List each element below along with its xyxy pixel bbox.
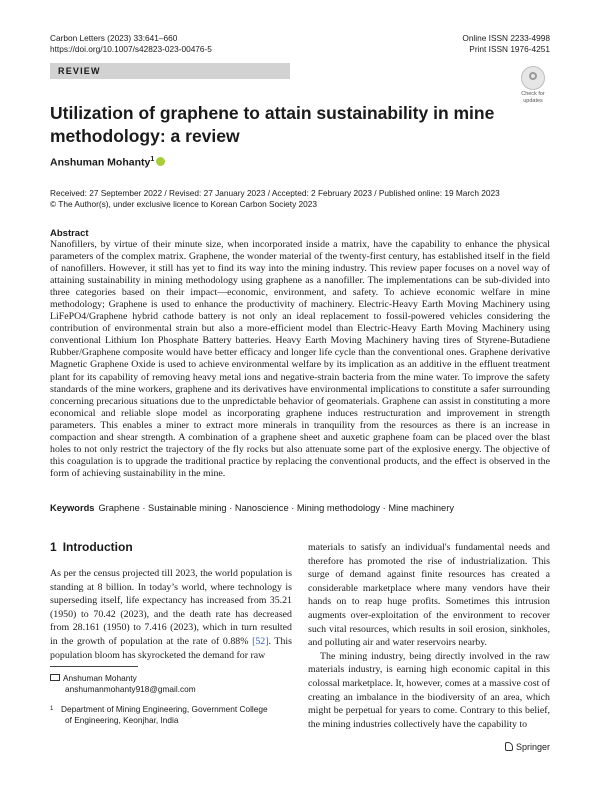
check-for-updates-icon [521, 66, 545, 90]
affiliation-line-2: of Engineering, Keonjhar, India [65, 715, 179, 725]
abstract-text: Nanofillers, by virtue of their minute size, when incorporated inside a matrix, have the capability to enhance the physical parameters of the complex matrix. Graphene, the wonder material of the twenty-first century, has established itself in the field of nanofillers. However, it still has yet to find its way into the mining industry. This review paper focuses on a novel way of attaining sustainability in mining methodology using graphene as a nanofiller. The implementations can be sub-divided into three categories based on their impact—economic, environment, and safety. To achieve economic welfare in mine methodology; Graphene is used to enhance the productivity of machinery. Electric-Heavy Earth Moving Machinery using LiFePO4/Graphene hybrid cathode battery is not only an ideal replacement to fossil-powered vehicles considering the contribution of environmental strain but also a more-efficient model than Electric-Heavy Earth Moving Machinery using conventional Lithium Ion Phosphate Battery batteries. Heavy Earth Moving Machinery having tires of Styrene-Butadiene Rubber/Graphene composite would have better efficacy and longer life cycle than the conventional ones. Graphene derivative Magnetic Graphene Oxide is used to achieve environmental welfare by its implication as an additive in the effluent treatment plant for its capability of removing heavy metal ions and negative-strain bacteria from the mine water. To improve the safety standards of the mine workers, graphene and its derivatives have environmental implications to constitute a safer surrounding concerning precarious situations due to the unpredictable behavior of geomaterials. Graphene can assist in constituting a more economical and reliable slope model as incorporating graphene induces restructuration and improvement in strength parameters. This enables a miner to extract more minerals in tranquility from the resources as there is an increase in compaction and shear strength. A combination of a graphene sheet and auxetic graphene foam can be placed over the blast holes to not only restrict the trajectory of the fly rocks but also attenuate some part of the explosive energy. The objective of this coagulation is to upgrade the traditional practice by replacing the conventional products, and the effect is observed in the form of achieving sustainability in the mine. [50, 239, 550, 479]
intro-paragraph-1: As per the census projected till 2023, the world population is standing at 8 billion. In today’s world, where technology is superseding itself, life expectancy has increased from 35.21 (1950) to 70.42 (2023), and the death rate has decreased from 28.161 (1950) to 7.416 (2023), which in turn resulted in the growth of population at the rate of 0.88% [50, 568, 292, 647]
section-number: 1 [50, 540, 57, 554]
copyright-line: © The Author(s), under exclusive licence to Korean Carbon Society 2023 [50, 199, 317, 209]
intro-paragraph-2: materials to satisfy an individual's fundamental needs and therefore has promoted the rise of industrialization. This surge of demand against finite resources has created a considerable marketplace where many vendors have their hands on to reap huge profits. Sometimes this intrusion augments over-exploitation of the environment to recover such vital resources, which results in soil erosion, sinkholes, and polluting air and water reservoirs nearby. [308, 542, 550, 649]
issn-print: Print ISSN 1976-4251 [469, 44, 550, 54]
affiliation-line-1: Department of Mining Engineering, Government College [61, 704, 268, 714]
check-for-updates-badge[interactable] [516, 66, 550, 104]
corresponding-author-note [50, 673, 196, 695]
keywords-line [50, 503, 550, 513]
right-column-text [308, 541, 550, 731]
abstract-heading: Abstract [50, 228, 89, 239]
springer-logo-icon [505, 742, 513, 751]
left-column-text [50, 567, 292, 662]
envelope-icon [50, 673, 59, 684]
publisher-logo [505, 742, 550, 752]
author-affiliation-sup: 1 [150, 156, 155, 163]
journal-header [50, 33, 212, 55]
issn-block [462, 33, 550, 55]
orcid-icon[interactable] [156, 157, 165, 166]
keywords-list: Graphene · Sustainable mining · Nanoscience · Mining methodology · Mine machinery [98, 503, 454, 513]
issn-online: Online ISSN 2233-4998 [462, 33, 550, 43]
dates-line: Received: 27 September 2022 / Revised: 27 January 2023 / Accepted: 2 February 2023 / Published online: 19 March 2023 [50, 188, 500, 198]
section-title: Introduction [62, 540, 133, 554]
check-updates-label-1: Check for [521, 91, 545, 97]
keywords-label: Keywords [50, 503, 95, 513]
article-title: Utilization of graphene to attain sustainability in mine methodology: a review [50, 103, 495, 146]
section-heading-introduction [50, 540, 133, 554]
article-type-band: REVIEW [50, 63, 290, 79]
intro-paragraph-1-tail: . This population bloom has skyrocketed the demand for raw [50, 635, 292, 661]
corr-author-name: Anshuman Mohanty [63, 673, 137, 683]
footnote-divider [50, 666, 138, 667]
affiliation-number: 1 [50, 706, 54, 712]
corr-author-email[interactable]: anshumanmohanty918@gmail.com [65, 684, 196, 694]
publication-history [50, 188, 550, 210]
author-name[interactable]: Anshuman Mohanty [50, 156, 151, 169]
journal-citation: Carbon Letters (2023) 33:641–660 [50, 33, 178, 43]
doi-link[interactable]: https://doi.org/10.1007/s42823-023-00476-5 [50, 44, 212, 54]
check-updates-label-2: updates [523, 97, 543, 104]
affiliation-note [50, 704, 268, 726]
publisher-name: Springer [515, 742, 550, 752]
citation-link[interactable]: [52] [252, 635, 269, 647]
intro-paragraph-3: The mining industry, being directly involved in the raw materials industry, is earning high economic capital in this colossal marketplace. It, however, comes at a massive cost of creating an imbalance in the biodiversity of an area, which might be perpetual for years to come. Contrary to this belief, the mining industries collectively have the capability to [308, 650, 551, 730]
author-line [50, 156, 165, 169]
